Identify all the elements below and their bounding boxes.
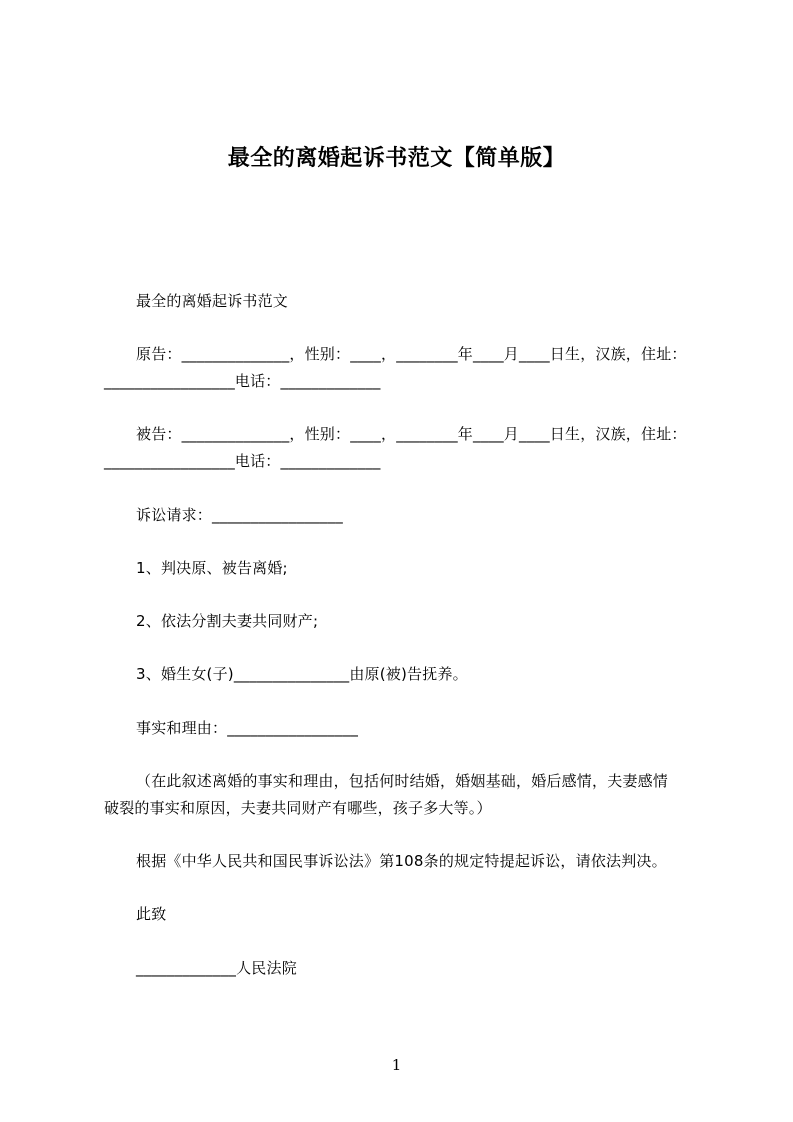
facts-note-line-1: （在此叙述离婚的事实和理由，包括何时结婚，婚姻基础，婚后感情，夫妻感情 xyxy=(136,772,669,790)
document-title: 最全的离婚起诉书范文【简单版】 xyxy=(227,146,566,171)
facts-heading: 事实和理由：_________________ xyxy=(136,719,359,737)
document-subtitle: 最全的离婚起诉书范文 xyxy=(136,292,289,310)
page-number: 1 xyxy=(391,1056,402,1074)
claims-heading: 诉讼请求：_________________ xyxy=(136,506,343,524)
court-line: _____________人民法院 xyxy=(136,959,297,977)
defendant-line-2: _________________电话：_____________ xyxy=(104,452,381,470)
facts-note-line-2: 破裂的事实和原因，夫妻共同财产有哪些，孩子多大等。） xyxy=(104,799,492,817)
plaintiff-line-1: 原告：______________，性别：____，________年____月____日生，汉族，住址： xyxy=(136,345,687,363)
salutation: 此致 xyxy=(136,905,167,923)
defendant-line-1: 被告：______________，性别：____，________年____月____日生，汉族，住址： xyxy=(136,425,687,443)
legal-basis: 根据《中华人民共和国民事诉讼法》第108条的规定特提起诉讼，请依法判决。 xyxy=(136,852,667,870)
claim-item-3: 3、婚生女(子)_______________由原(被)告抚养。 xyxy=(136,665,468,683)
plaintiff-line-2: _________________电话：_____________ xyxy=(104,372,381,390)
claim-item-1: 1、判决原、被告离婚; xyxy=(136,559,288,577)
claim-item-2: 2、依法分割夫妻共同财产; xyxy=(136,612,319,630)
